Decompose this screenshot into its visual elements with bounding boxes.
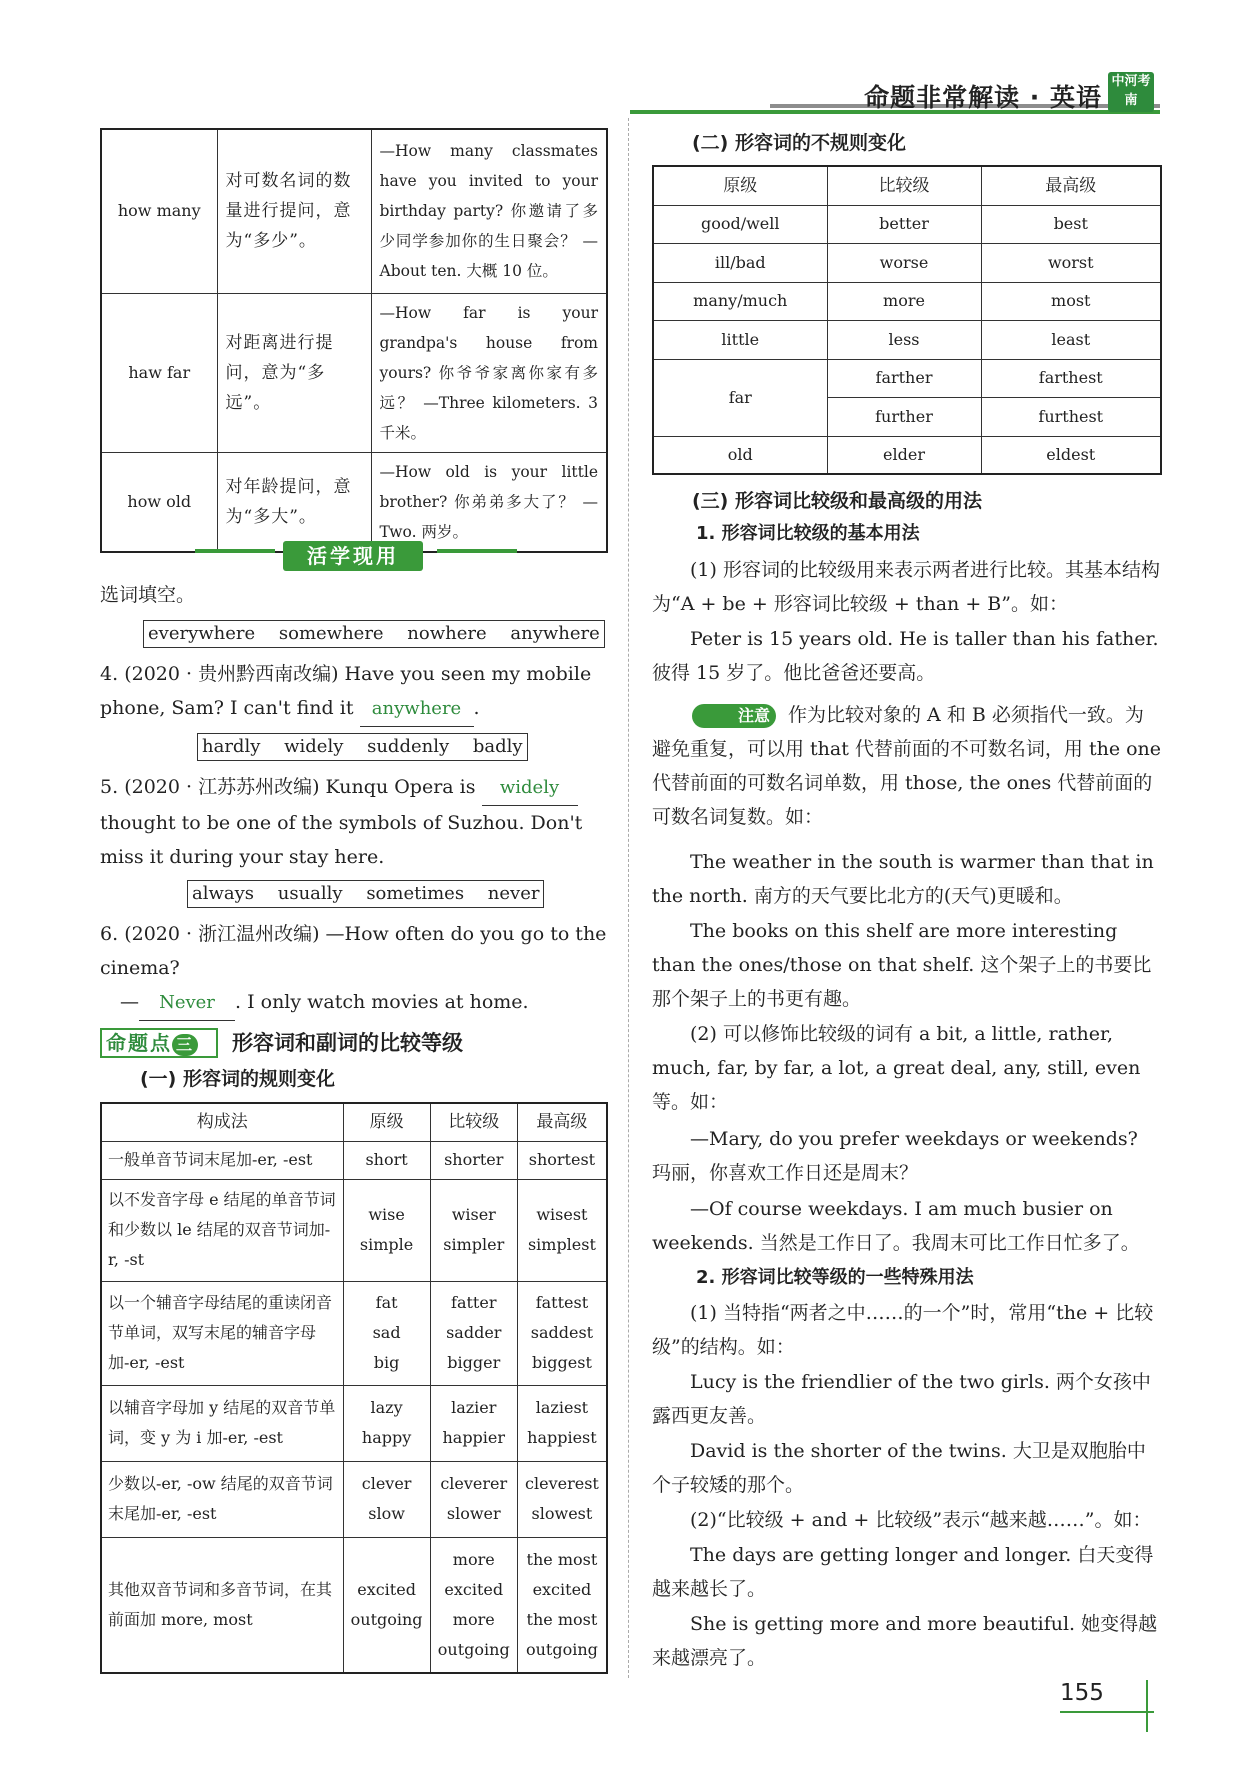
banner-bar-left: [195, 549, 275, 553]
table-row: [653, 205, 1161, 243]
header-title: 命题非常解读 · 英语: [864, 83, 1102, 112]
base-cell: little: [653, 320, 827, 359]
practice-banner: [195, 541, 525, 573]
word-cell: haw far: [101, 293, 217, 452]
usage-cell: 对年龄提问，意为“多大”。: [217, 452, 371, 552]
table-row: [101, 1537, 607, 1673]
base-cell: lazy happy: [343, 1385, 430, 1461]
example-sentence: Peter is 15 years old. He is taller than his father. 彼得 15 岁了。他比爸爸还要高。: [652, 628, 1159, 684]
example-sentence: David is the shorter of the twins. 大卫是双胞胎中个子较矮的那个。: [652, 1440, 1146, 1496]
answer-blank[interactable]: anywhere: [360, 692, 474, 727]
section-tag: [100, 1028, 218, 1058]
usage-heading-1: 1. 形容词比较级的基本用法: [696, 523, 920, 544]
base-cell: clever slow: [343, 1461, 430, 1537]
usage-paragraph: (2)“比较级 + and + 比较级”表示“越来越……”。如：: [690, 1509, 1152, 1531]
superlative-cell: furthest: [981, 397, 1161, 436]
section-tag-label: 命题点: [106, 1031, 172, 1055]
word-cell: how old: [101, 452, 217, 552]
usage-paragraph: (1) 形容词的比较级用来表示两者进行比较。其基本结构为“A + be + 形容词比较级 + than + B”。如：: [652, 559, 1160, 615]
usage-cell: 对可数名词的数量进行提问，意为“多少”。: [217, 129, 371, 293]
superlative-cell: least: [981, 320, 1161, 359]
base-cell: wise simple: [343, 1179, 430, 1281]
table-header-row: [101, 1103, 607, 1141]
usage-paragraph: (1) 当特指“两者之中……的一个”时，常用“the + 比较级”的结构。如：: [652, 1302, 1154, 1358]
table-row: [653, 436, 1161, 474]
question-number: 4.: [100, 663, 119, 685]
practice-instruction: 选词填空。: [100, 584, 196, 606]
subsection-title: (二) 形容词的不规则变化: [692, 132, 906, 154]
header-logo: 中河考南: [1108, 72, 1154, 112]
example-sentence: Lucy is the friendlier of the two girls. 两个女孩中露西更友善。: [652, 1371, 1151, 1427]
page-number-tick: [1146, 1680, 1148, 1732]
comparative-cell: elder: [827, 436, 981, 474]
rule-cell: 其他双音节词和多音节词，在其前面加 more, most: [101, 1537, 343, 1673]
superlative-cell: cleverest slowest: [517, 1461, 607, 1537]
question-4: [100, 657, 608, 727]
table-row: [101, 452, 607, 552]
superlative-cell: eldest: [981, 436, 1161, 474]
superlative-cell: wisest simplest: [517, 1179, 607, 1281]
example-sentence: The days are getting longer and longer. 白天变得越来越长了。: [652, 1544, 1154, 1600]
header-cell: 比较级: [430, 1103, 517, 1141]
practice-label: 活学现用: [283, 541, 423, 571]
question-text: (2020 · 贵州黔西南改编) Have you seen my mobile phone, Sam? I can't find it: [100, 663, 592, 719]
question-word-table: [100, 128, 608, 553]
comparative-cell: less: [827, 320, 981, 359]
question-5: [100, 770, 608, 874]
header-cell: 原级: [653, 166, 827, 205]
question-number: 5.: [100, 776, 119, 798]
question-text: (2020 · 江苏苏州改编) Kunqu Opera is: [124, 776, 482, 798]
rule-cell: 少数以-er, -ow 结尾的双音节词末尾加-er, -est: [101, 1461, 343, 1537]
word-options-box: hardly widely suddenly badly: [197, 733, 528, 761]
comparative-cell: worse: [827, 243, 981, 282]
superlative-cell: laziest happiest: [517, 1385, 607, 1461]
subsection-title: (一) 形容词的规则变化: [140, 1068, 335, 1090]
table-row: [653, 359, 1161, 397]
example-sentence: —Of course weekdays. I am much busier on weekends. 当然是工作日了。我周末可比工作日忙多了。: [652, 1198, 1140, 1254]
word-cell: how many: [101, 129, 217, 293]
word-options-box: everywhere somewhere nowhere anywhere: [143, 620, 605, 648]
superlative-cell: most: [981, 282, 1161, 320]
example-sentence: —Mary, do you prefer weekdays or weekends? 玛丽，你喜欢工作日还是周末？: [652, 1128, 1138, 1184]
table-row: [101, 1179, 607, 1281]
example-cell: —How many classmates have you invited to your birthday party? 你邀请了多少同学参加你的生日聚会？ —About ten. 大概 10 位。: [371, 129, 607, 293]
table-row: [101, 293, 607, 452]
comparative-cell: fatter sadder bigger: [430, 1281, 517, 1385]
note-text: 作为比较对象的 A 和 B 必须指代一致。为避免重复，可以用 that 代替前面的不可数名词，用 the one 代替前面的可数名词单数，用 those, the ones 代替前面的可数名词复数。如：: [652, 704, 1162, 828]
question-text-end: .: [473, 697, 480, 719]
question-text-end: thought to be one of the symbols of Suzhou. Don't miss it during your stay here.: [100, 812, 583, 868]
regular-comparison-table: [100, 1102, 608, 1674]
subsection-title: (三) 形容词比较级和最高级的用法: [692, 490, 982, 512]
table-row: [101, 129, 607, 293]
banner-bar-right: [437, 549, 517, 553]
base-cell: fat sad big: [343, 1281, 430, 1385]
question-number: 6.: [100, 923, 119, 945]
base-cell: old: [653, 436, 827, 474]
note-paragraph: [652, 698, 1162, 834]
comparative-cell: shorter: [430, 1141, 517, 1179]
base-cell: far: [653, 359, 827, 436]
header-cell: 原级: [343, 1103, 430, 1141]
comparative-cell: lazier happier: [430, 1385, 517, 1461]
rule-cell: 一般单音节词末尾加-er, -est: [101, 1141, 343, 1179]
table-row: [653, 243, 1161, 282]
note-tag: 注意: [692, 704, 776, 728]
example-sentence: The books on this shelf are more interesting than the ones/those on that shelf. 这个架子上的书要比那个架子上的书更有趣。: [652, 920, 1152, 1010]
comparative-cell: more excited more outgoing: [430, 1537, 517, 1673]
column-divider: [628, 118, 629, 1678]
comparative-cell: more: [827, 282, 981, 320]
table-row: [101, 1141, 607, 1179]
rule-cell: 以一个辅音字母结尾的重读闭音节单词，双写末尾的辅音字母加-er, -est: [101, 1281, 343, 1385]
irregular-comparison-table: [652, 165, 1162, 475]
comparative-cell: cleverer slower: [430, 1461, 517, 1537]
question-text: (2020 · 浙江温州改编) —How often do you go to the cinema?: [100, 923, 607, 979]
usage-cell: 对距离进行提问，意为“多远”。: [217, 293, 371, 452]
word-options-box: always usually sometimes never: [187, 880, 544, 908]
superlative-cell: fattest saddest biggest: [517, 1281, 607, 1385]
example-cell: —How old is your little brother? 你弟弟多大了？ —Two. 两岁。: [371, 452, 607, 552]
section-title: 形容词和副词的比较等级: [232, 1031, 463, 1055]
question-6: [100, 917, 608, 1021]
base-cell: excited outgoing: [343, 1537, 430, 1673]
base-cell: ill/bad: [653, 243, 827, 282]
base-cell: short: [343, 1141, 430, 1179]
header-cell: 构成法: [101, 1103, 343, 1141]
superlative-cell: farthest: [981, 359, 1161, 397]
usage-heading-2: 2. 形容词比较等级的一些特殊用法: [696, 1267, 974, 1288]
table-row: [101, 1281, 607, 1385]
superlative-cell: best: [981, 205, 1161, 243]
base-cell: good/well: [653, 205, 827, 243]
superlative-cell: shortest: [517, 1141, 607, 1179]
example-sentence: The weather in the south is warmer than that in the north. 南方的天气要比北方的(天气)更暖和。: [652, 851, 1154, 907]
section-tag-number: 三: [172, 1034, 198, 1056]
example-sentence: She is getting more and more beautiful. 她变得越来越漂亮了。: [652, 1613, 1158, 1669]
base-cell: many/much: [653, 282, 827, 320]
comparative-cell: further: [827, 397, 981, 436]
table-row: [653, 282, 1161, 320]
rule-cell: 以不发音字母 e 结尾的单音节词和少数以 le 结尾的双音节词加-r, -st: [101, 1179, 343, 1281]
section-heading: [100, 1028, 608, 1060]
table-header-row: [653, 166, 1161, 205]
table-row: [653, 320, 1161, 359]
table-row: [101, 1385, 607, 1461]
table-row: [101, 1461, 607, 1537]
rule-cell: 以辅音字母加 y 结尾的双音节单词，变 y 为 i 加-er, -est: [101, 1385, 343, 1461]
header-cell: 最高级: [517, 1103, 607, 1141]
example-cell: —How far is your grandpa's house from yours? 你爷爷家离你家有多远？ —Three kilometers. 3 千米。: [371, 293, 607, 452]
header-cell: 最高级: [981, 166, 1161, 205]
superlative-cell: worst: [981, 243, 1161, 282]
usage-paragraph: (2) 可以修饰比较级的词有 a bit, a little, rather, much, far, by far, a lot, a great deal, any, still, even 等。如：: [652, 1023, 1141, 1113]
comparative-cell: better: [827, 205, 981, 243]
answer-blank[interactable]: widely: [482, 771, 578, 806]
answer-blank[interactable]: Never: [139, 986, 235, 1021]
comparative-cell: farther: [827, 359, 981, 397]
page-number: 155: [1060, 1680, 1104, 1706]
page-number-rule: [1060, 1711, 1154, 1713]
page-header: [630, 70, 1160, 120]
answer-dash: —: [120, 991, 139, 1013]
question-text-end: . I only watch movies at home.: [235, 991, 529, 1013]
superlative-cell: the most excited the most outgoing: [517, 1537, 607, 1673]
header-cell: 比较级: [827, 166, 981, 205]
comparative-cell: wiser simpler: [430, 1179, 517, 1281]
